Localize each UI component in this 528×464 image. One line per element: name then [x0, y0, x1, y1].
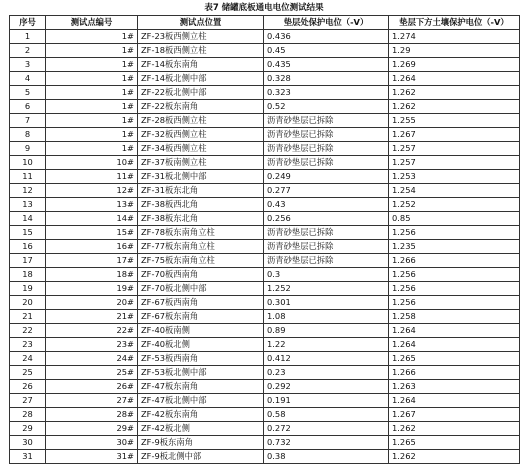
table-row: [10, 114, 520, 128]
cell-location: ZF-40板北侧: [138, 338, 264, 352]
cell-point-id: 1#: [46, 100, 138, 114]
cell-point-id: 22#: [46, 324, 138, 338]
cell-point-id: 19#: [46, 282, 138, 296]
cell-location: ZF-23板西侧立柱: [138, 30, 264, 44]
cell-location: ZF-75板东南角立柱: [138, 254, 264, 268]
cell-location: ZF-34板西侧立柱: [138, 142, 264, 156]
cell-point-id: 1#: [46, 58, 138, 72]
table-row: [10, 408, 520, 422]
cell-serial: 26: [10, 380, 46, 394]
table-row: [10, 436, 520, 450]
cell-location: ZF-14板北侧中部: [138, 72, 264, 86]
cell-cushion-potential: 0.301: [264, 296, 389, 310]
table-row: [10, 226, 520, 240]
table-row: [10, 380, 520, 394]
table-caption: 表7 储罐底板通电电位测试结果: [204, 3, 324, 13]
cell-cushion-potential: 0.272: [264, 422, 389, 436]
cell-serial: 9: [10, 142, 46, 156]
cell-location: ZF-53板西南角: [138, 352, 264, 366]
cell-serial: 27: [10, 394, 46, 408]
cell-serial: 6: [10, 100, 46, 114]
table-row: [10, 310, 520, 324]
cell-cushion-potential: 0.256: [264, 212, 389, 226]
table-row: [10, 422, 520, 436]
cell-point-id: 18#: [46, 268, 138, 282]
cell-location: ZF-67板西南角: [138, 296, 264, 310]
header-point-id: 测试点编号: [46, 16, 138, 30]
cell-location: ZF-47板东南角: [138, 380, 264, 394]
cell-cushion-potential: 0.323: [264, 86, 389, 100]
cell-point-id: 10#: [46, 156, 138, 170]
cell-point-id: 12#: [46, 184, 138, 198]
header-soil-potential: 垫层下方土壤保护电位（-V）: [389, 16, 520, 30]
cell-serial: 30: [10, 436, 46, 450]
cell-soil-potential: 1.257: [389, 156, 520, 170]
header-row: [10, 16, 520, 30]
table-row: [10, 254, 520, 268]
cell-cushion-potential: 0.23: [264, 366, 389, 380]
cell-location: ZF-22板东南角: [138, 100, 264, 114]
cell-soil-potential: 1.29: [389, 44, 520, 58]
cell-soil-potential: 1.274: [389, 30, 520, 44]
cell-location: ZF-9板北侧中部: [138, 450, 264, 464]
cell-cushion-potential: 沥青砂垫层已拆除: [264, 114, 389, 128]
table-row: [10, 156, 520, 170]
cell-point-id: 1#: [46, 44, 138, 58]
cell-point-id: 14#: [46, 212, 138, 226]
table-row: [10, 184, 520, 198]
table-row: [10, 100, 520, 114]
cell-serial: 18: [10, 268, 46, 282]
cell-point-id: 29#: [46, 422, 138, 436]
cell-soil-potential: 1.257: [389, 142, 520, 156]
table-row: [10, 338, 520, 352]
cell-serial: 29: [10, 422, 46, 436]
cell-soil-potential: 1.267: [389, 408, 520, 422]
table-row: [10, 170, 520, 184]
cell-location: ZF-31板东北角: [138, 184, 264, 198]
cell-location: ZF-9板东南角: [138, 436, 264, 450]
cell-location: ZF-40板南侧: [138, 324, 264, 338]
cell-soil-potential: 1.264: [389, 324, 520, 338]
header-cushion-potential: 垫层处保护电位（-V）: [264, 16, 389, 30]
cell-serial: 28: [10, 408, 46, 422]
cell-serial: 2: [10, 44, 46, 58]
cell-location: ZF-70板北侧中部: [138, 282, 264, 296]
cell-cushion-potential: 1.252: [264, 282, 389, 296]
table-row: [10, 324, 520, 338]
cell-serial: 14: [10, 212, 46, 226]
cell-cushion-potential: 1.08: [264, 310, 389, 324]
table-row: [10, 366, 520, 380]
cell-serial: 23: [10, 338, 46, 352]
table-row: [10, 450, 520, 464]
cell-point-id: 16#: [46, 240, 138, 254]
cell-cushion-potential: 0.45: [264, 44, 389, 58]
cell-serial: 8: [10, 128, 46, 142]
table-row: [10, 268, 520, 282]
cell-point-id: 1#: [46, 86, 138, 100]
cell-serial: 13: [10, 198, 46, 212]
cell-cushion-potential: 0.43: [264, 198, 389, 212]
cell-point-id: 13#: [46, 198, 138, 212]
cell-serial: 22: [10, 324, 46, 338]
cell-soil-potential: 1.256: [389, 282, 520, 296]
cell-soil-potential: 1.264: [389, 394, 520, 408]
cell-serial: 19: [10, 282, 46, 296]
cell-soil-potential: 1.262: [389, 450, 520, 464]
cell-point-id: 31#: [46, 450, 138, 464]
cell-soil-potential: 1.264: [389, 72, 520, 86]
cell-location: ZF-38板西北角: [138, 198, 264, 212]
cell-soil-potential: 1.253: [389, 170, 520, 184]
cell-point-id: 1#: [46, 114, 138, 128]
cell-location: ZF-18板西侧立柱: [138, 44, 264, 58]
cell-point-id: 24#: [46, 352, 138, 366]
cell-cushion-potential: 0.436: [264, 30, 389, 44]
cell-location: ZF-67板东南角: [138, 310, 264, 324]
cell-soil-potential: 1.254: [389, 184, 520, 198]
cell-soil-potential: 1.235: [389, 240, 520, 254]
cell-point-id: 26#: [46, 380, 138, 394]
cell-point-id: 27#: [46, 394, 138, 408]
cell-point-id: 15#: [46, 226, 138, 240]
cell-cushion-potential: 0.58: [264, 408, 389, 422]
cell-location: ZF-70板西南角: [138, 268, 264, 282]
cell-soil-potential: 1.256: [389, 268, 520, 282]
cell-location: ZF-31板北侧中部: [138, 170, 264, 184]
cell-cushion-potential: 沥青砂垫层已拆除: [264, 240, 389, 254]
table-body: [10, 30, 520, 464]
cell-serial: 31: [10, 450, 46, 464]
cell-cushion-potential: 0.249: [264, 170, 389, 184]
cell-serial: 21: [10, 310, 46, 324]
cell-soil-potential: 1.262: [389, 422, 520, 436]
cell-cushion-potential: 0.328: [264, 72, 389, 86]
cell-serial: 11: [10, 170, 46, 184]
cell-cushion-potential: 0.732: [264, 436, 389, 450]
table-row: [10, 58, 520, 72]
table-row: [10, 72, 520, 86]
cell-location: ZF-53板北侧中部: [138, 366, 264, 380]
cell-cushion-potential: 0.435: [264, 58, 389, 72]
cell-location: ZF-42板北侧: [138, 422, 264, 436]
cell-soil-potential: 1.256: [389, 296, 520, 310]
cell-serial: 3: [10, 58, 46, 72]
cell-cushion-potential: 0.52: [264, 100, 389, 114]
cell-cushion-potential: 0.191: [264, 394, 389, 408]
cell-serial: 15: [10, 226, 46, 240]
table-row: [10, 240, 520, 254]
cell-cushion-potential: 0.412: [264, 352, 389, 366]
cell-location: ZF-42板东南角: [138, 408, 264, 422]
cell-point-id: 21#: [46, 310, 138, 324]
table-row: [10, 44, 520, 58]
cell-serial: 10: [10, 156, 46, 170]
cell-serial: 5: [10, 86, 46, 100]
cell-location: ZF-32板西侧立柱: [138, 128, 264, 142]
cell-soil-potential: 1.252: [389, 198, 520, 212]
table-row: [10, 394, 520, 408]
cell-point-id: 25#: [46, 366, 138, 380]
cell-point-id: 30#: [46, 436, 138, 450]
cell-soil-potential: 1.266: [389, 254, 520, 268]
cell-location: ZF-28板西侧立柱: [138, 114, 264, 128]
cell-point-id: 1#: [46, 142, 138, 156]
table-row: [10, 352, 520, 366]
cell-soil-potential: 1.267: [389, 128, 520, 142]
cell-cushion-potential: 沥青砂垫层已拆除: [264, 156, 389, 170]
cell-cushion-potential: 沥青砂垫层已拆除: [264, 226, 389, 240]
table-row: [10, 128, 520, 142]
cell-point-id: 1#: [46, 30, 138, 44]
cell-soil-potential: 1.262: [389, 86, 520, 100]
cell-serial: 12: [10, 184, 46, 198]
cell-point-id: 1#: [46, 128, 138, 142]
cell-cushion-potential: 0.292: [264, 380, 389, 394]
cell-serial: 25: [10, 366, 46, 380]
cell-serial: 4: [10, 72, 46, 86]
cell-serial: 24: [10, 352, 46, 366]
cell-location: ZF-22板北侧中部: [138, 86, 264, 100]
cell-cushion-potential: 0.38: [264, 450, 389, 464]
cell-point-id: 1#: [46, 72, 138, 86]
cell-serial: 17: [10, 254, 46, 268]
cell-serial: 20: [10, 296, 46, 310]
cell-soil-potential: 1.266: [389, 366, 520, 380]
cell-soil-potential: 1.263: [389, 380, 520, 394]
cell-cushion-potential: 0.89: [264, 324, 389, 338]
table-row: [10, 282, 520, 296]
cell-location: ZF-38板东北角: [138, 212, 264, 226]
cell-cushion-potential: 沥青砂垫层已拆除: [264, 142, 389, 156]
potential-results-table: [9, 15, 520, 464]
cell-location: ZF-37板南侧立柱: [138, 156, 264, 170]
cell-point-id: 20#: [46, 296, 138, 310]
cell-point-id: 23#: [46, 338, 138, 352]
table-row: [10, 86, 520, 100]
cell-serial: 16: [10, 240, 46, 254]
header-location: 测试点位置: [138, 16, 264, 30]
cell-soil-potential: 1.264: [389, 338, 520, 352]
cell-point-id: 28#: [46, 408, 138, 422]
cell-serial: 1: [10, 30, 46, 44]
cell-soil-potential: 1.256: [389, 226, 520, 240]
cell-point-id: 11#: [46, 170, 138, 184]
cell-cushion-potential: 0.277: [264, 184, 389, 198]
header-serial: 序号: [10, 16, 46, 30]
cell-soil-potential: 1.265: [389, 352, 520, 366]
table-row: [10, 30, 520, 44]
cell-soil-potential: 0.85: [389, 212, 520, 226]
cell-serial: 7: [10, 114, 46, 128]
cell-soil-potential: 1.265: [389, 436, 520, 450]
cell-cushion-potential: 1.22: [264, 338, 389, 352]
cell-location: ZF-14板东南角: [138, 58, 264, 72]
cell-location: ZF-77板东南角立柱: [138, 240, 264, 254]
table-row: [10, 198, 520, 212]
cell-soil-potential: 1.258: [389, 310, 520, 324]
cell-soil-potential: 1.255: [389, 114, 520, 128]
cell-point-id: 17#: [46, 254, 138, 268]
cell-location: ZF-47板北侧中部: [138, 394, 264, 408]
cell-cushion-potential: 0.3: [264, 268, 389, 282]
table-row: [10, 296, 520, 310]
cell-cushion-potential: 沥青砂垫层已拆除: [264, 254, 389, 268]
table-row: [10, 212, 520, 226]
table-row: [10, 142, 520, 156]
cell-soil-potential: 1.269: [389, 58, 520, 72]
cell-cushion-potential: 沥青砂垫层已拆除: [264, 128, 389, 142]
cell-soil-potential: 1.262: [389, 100, 520, 114]
cell-location: ZF-78板东南角立柱: [138, 226, 264, 240]
